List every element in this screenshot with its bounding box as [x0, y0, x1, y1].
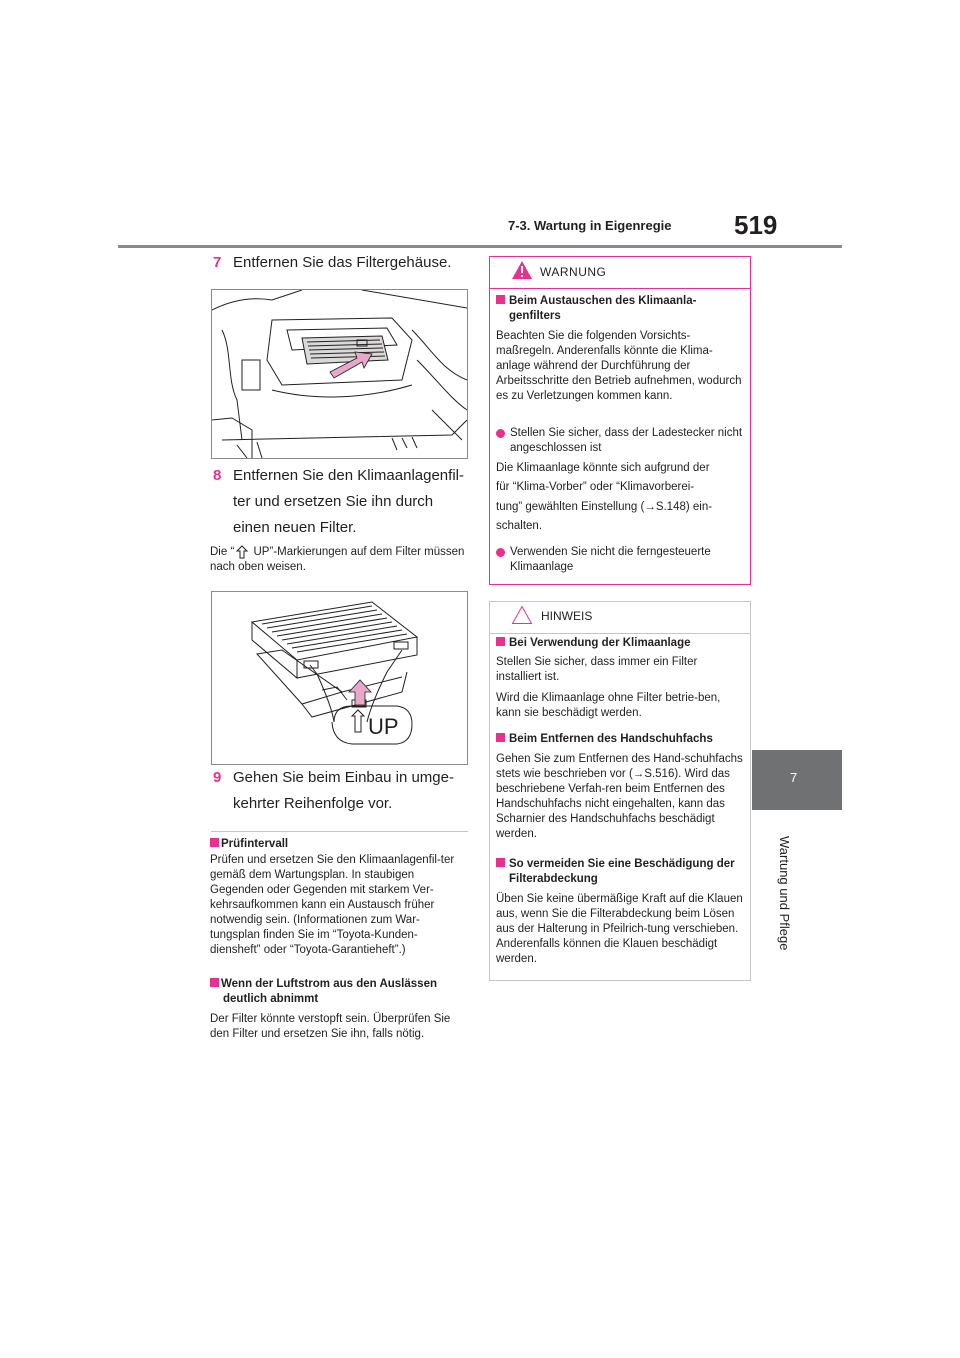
- notice-text: Üben Sie keine übermäßige Kraft auf die Klauen aus, wenn Sie die Filterabdeckung beim Lösen aus der Halterung in Pfeilrich-tung verschieben. Anderenfalls können die Klauen beschädigt werden.: [496, 893, 743, 965]
- square-bullet-icon: [496, 637, 505, 646]
- square-bullet-icon: [210, 838, 219, 847]
- step-number: 9: [213, 769, 222, 786]
- cabin-filter-illustration: [211, 591, 468, 765]
- filter-housing-illustration: [211, 289, 468, 459]
- warning-triangle-icon: [511, 260, 533, 280]
- notice-triangle-icon: [511, 605, 533, 625]
- chapter-label: Wartung und Pflege: [777, 836, 792, 951]
- paragraph: Prüfen und ersetzen Sie den Klimaanlagenfil-ter gemäß dem Wartungsplan. In staubigen Gegenden oder Gegenden mit starkem Ver-kehrsaufkommen kann ein Austausch früher notwendig sein. (Informationen zum War-tungsplan finden Sie im “Toyota-Kunden-diensheft” oder “Toyota-Garantieheft”.): [210, 854, 455, 956]
- warning-subheading: [496, 294, 744, 324]
- subheading-text: Prüfintervall: [221, 838, 289, 850]
- section-divider: [211, 831, 468, 832]
- figure-note: [210, 545, 470, 575]
- square-bullet-icon: [210, 978, 219, 987]
- warning-line-1: Die Klimaanlage könnte sich aufgrund der: [496, 462, 710, 474]
- chapter-number: 7: [790, 770, 798, 785]
- notice-subheading-3: [496, 857, 744, 887]
- bullet-text: Verwenden Sie nicht die ferngesteuerte Klimaanlage: [510, 546, 711, 573]
- round-bullet-icon: [496, 429, 505, 438]
- page-number: 519: [734, 210, 778, 240]
- subheading-pruefintervall: [210, 837, 288, 852]
- figure-note-suffix: UP”-Markierungen auf dem Filter müssen nach oben weisen.: [210, 546, 465, 574]
- notice-subheading-1: [496, 636, 744, 651]
- paragraph: Der Filter könnte verstopft sein. Überprüfen Sie den Filter und ersetzen Sie ihn, falls nötig.: [210, 1013, 451, 1040]
- warning-intro: Beachten Sie die folgenden Vorsichts-maßregeln. Anderenfalls könnte die Klima-anlage während der Durchführung der Arbeitsschritte den Betrieb aufnehmen, wodurch es zu Verletzungen kommen kann.: [496, 330, 742, 402]
- square-bullet-icon: [496, 733, 505, 742]
- subheading-text: Wenn der Luftstrom aus den Auslässen deutlich abnimmt: [221, 978, 437, 1005]
- warning-bullet-1: [496, 426, 744, 456]
- notice-header-rule: [489, 633, 751, 634]
- header-rule: [118, 245, 842, 248]
- warning-title: WARNUNG: [540, 265, 607, 279]
- warning-subheading-text: Beim Austauschen des Klimaanla-genfilters: [509, 295, 697, 322]
- warning-bullet-2: [496, 545, 744, 575]
- subheading-luftstrom: [210, 977, 468, 1007]
- square-bullet-icon: [496, 858, 505, 867]
- step-number: 7: [213, 254, 222, 271]
- section-title: 7-3. Wartung in Eigenregie: [508, 218, 672, 233]
- notice-text: Gehen Sie zum Entfernen des Hand-schuhfachs stets wie beschrieben vor (→S.516). Wird das beschriebene Verfah-ren beim Entfernen des Handschuhfachs nicht eingehalten, kann das Scharnier des Handschuhfachs beschädigt werden.: [496, 753, 743, 840]
- notice-text: Stellen Sie sicher, dass immer ein Filter installiert ist.: [496, 656, 698, 683]
- figure-note-prefix: Die “: [210, 546, 235, 559]
- notice-subheading-2: [496, 732, 744, 747]
- notice-subheading-text: Bei Verwendung der Klimaanlage: [509, 637, 691, 649]
- up-arrow-icon: [234, 545, 250, 559]
- warning-line-2: für “Klima-Vorber” oder “Klimavorberei-: [496, 481, 695, 493]
- round-bullet-icon: [496, 548, 505, 557]
- warning-line-4: schalten.: [496, 520, 543, 532]
- notice-text: Wird die Klimaanlage ohne Filter betrie-ben, kann sie beschädigt werden.: [496, 692, 721, 719]
- notice-subheading-text: So vermeiden Sie eine Beschädigung der Filterabdeckung: [509, 858, 735, 885]
- bullet-text: Stellen Sie sicher, dass der Ladestecker nicht angeschlossen ist: [510, 427, 743, 454]
- step-text: Entfernen Sie das Filtergehäuse.: [233, 254, 452, 271]
- step-text: Entfernen Sie den Klimaanlagenfil-ter und ersetzen Sie ihn durch einen neuen Filter.: [233, 467, 464, 536]
- step-number: 8: [213, 467, 222, 484]
- warning-line-3: tung” gewählten Einstellung (→S.148) ein-: [496, 501, 713, 513]
- notice-title: HINWEIS: [541, 609, 593, 623]
- notice-subheading-text: Beim Entfernen des Handschuhfachs: [509, 733, 713, 745]
- square-bullet-icon: [496, 295, 505, 304]
- up-label: UP: [368, 714, 399, 739]
- step-text: Gehen Sie beim Einbau in umge-kehrter Reihenfolge vor.: [233, 769, 454, 812]
